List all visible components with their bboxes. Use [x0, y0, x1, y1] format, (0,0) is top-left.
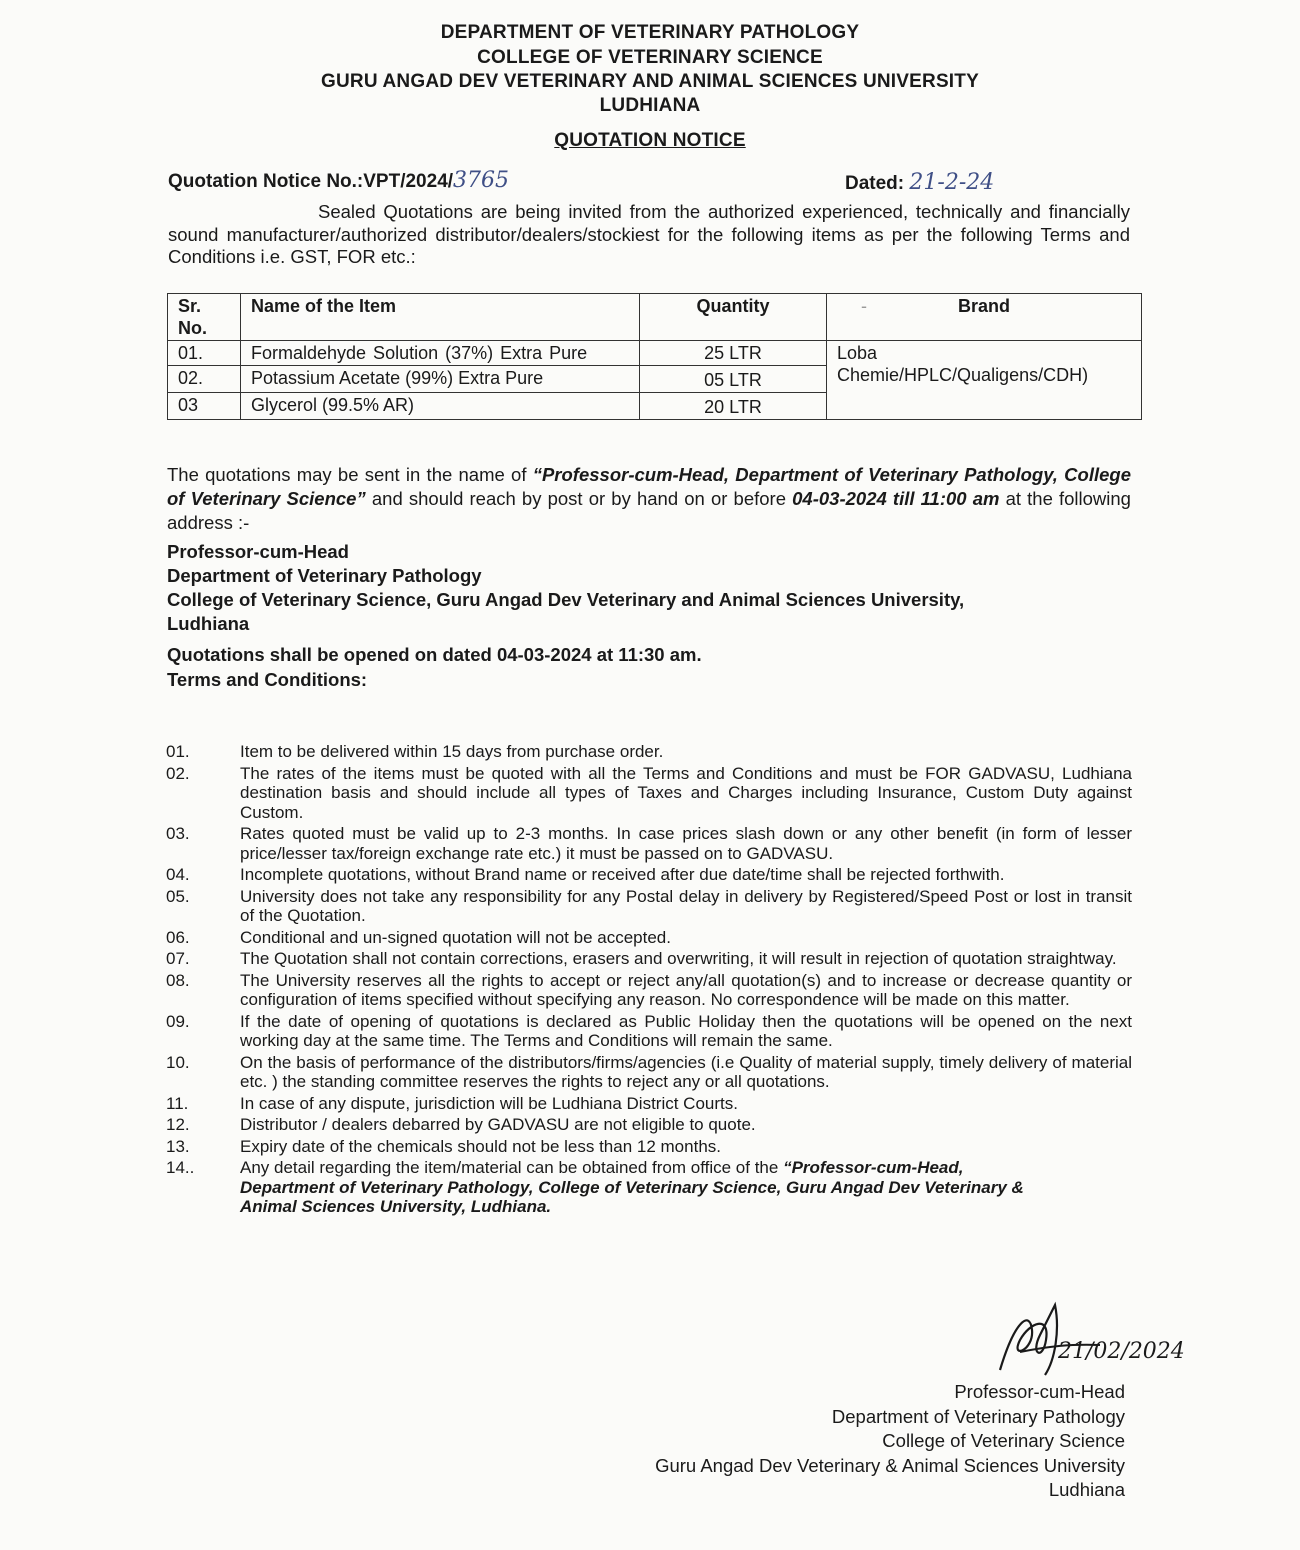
- submission-deadline: 04-03-2024 till 11:00 am: [792, 488, 1000, 509]
- list-item: [166, 742, 1132, 762]
- row-item-name: Glycerol (99.5% AR): [241, 393, 640, 420]
- list-item: [166, 1158, 1132, 1217]
- term-number: 10.: [166, 1052, 190, 1072]
- notice-number-label: Quotation Notice No.:VPT/2024/: [168, 171, 454, 192]
- term-number: 11.: [166, 1093, 189, 1113]
- row-sr: 02.: [168, 366, 241, 393]
- term-text: On the basis of performance of the distributors/firms/agencies (i.e Quality of material supply, timely delivery of material etc. ) the standing committee reserves the rights to reject any or all quotations.: [240, 1052, 1132, 1091]
- term-text: Item to be delivered within 15 days from purchase order.: [240, 742, 664, 761]
- signature-line: College of Veterinary Science: [882, 1430, 1125, 1451]
- row-item-name: Formaldehyde Solution (37%) Extra Pure: [241, 341, 640, 366]
- submission-addressee: “Professor-cum-Head, Department of Veterinary Pathology, College of Veterinary Science”: [167, 464, 1131, 509]
- term-text-addressee: “Professor-cum-Head, Department of Veterinary Pathology, College of Veterinary Science, Guru Angad Dev Veterinary & Animal Sciences University, Ludhiana.: [240, 1158, 1024, 1216]
- signature-line: Ludhiana: [1048, 1479, 1125, 1500]
- term-number: 03.: [166, 824, 190, 843]
- row-sr: 03: [168, 393, 241, 420]
- term-text: Incomplete quotations, without Brand name or received after due date/time shall be rejected forthwith.: [240, 865, 1005, 884]
- notice-date-label: Dated:: [845, 173, 905, 194]
- term-text: The University reserves all the rights to accept or reject any/all quotation(s) and to increase or decrease quantity or configuration of items specified without specifying any reason. No correspondence will be made on this matter.: [240, 970, 1132, 1009]
- header-university: GURU ANGAD DEV VETERINARY AND ANIMAL SCIENCES UNIVERSITY: [321, 71, 979, 92]
- address-line: Professor-cum-Head: [167, 541, 349, 562]
- notice-number: [168, 168, 509, 193]
- list-item: [166, 1053, 1132, 1092]
- signature-block: [655, 1380, 1125, 1503]
- table-row: [168, 341, 1142, 366]
- header-quantity: Quantity: [640, 294, 827, 341]
- term-number: 04.: [166, 865, 190, 884]
- row-quantity: 25 LTR: [640, 341, 827, 366]
- list-item: [166, 928, 1132, 948]
- items-table: [167, 293, 1142, 420]
- list-item: [166, 865, 1132, 885]
- row-sr: 01.: [168, 341, 241, 366]
- term-text: The Quotation shall not contain corrections, erasers and overwriting, it will result in rejection of quotation straightway.: [240, 949, 1117, 968]
- term-text: Distributor / dealers debarred by GADVASU are not eligible to quote.: [240, 1115, 756, 1134]
- notice-date: [845, 170, 994, 195]
- table-header-row: [168, 294, 1142, 341]
- header-brand-label: Brand: [957, 296, 1010, 316]
- header-brand-mark: -: [861, 296, 867, 316]
- term-number: 05.: [166, 886, 190, 906]
- list-item: [166, 764, 1132, 823]
- row-brand: Loba Chemie/HPLC/Qualigens/CDH): [827, 341, 1142, 420]
- signature-line: Department of Veterinary Pathology: [831, 1405, 1125, 1427]
- row-quantity: 05 LTR: [640, 366, 827, 393]
- row-quantity: 20 LTR: [640, 393, 827, 420]
- submission-text: The quotations may be sent in the name of: [167, 464, 533, 485]
- list-item: [166, 949, 1132, 969]
- header-college: COLLEGE OF VETERINARY SCIENCE: [477, 47, 823, 68]
- term-text: Conditional and un-signed quotation will not be accepted.: [240, 927, 671, 947]
- address-block: [167, 540, 964, 636]
- term-text-plain: Any detail regarding the item/material can be obtained from office of the: [240, 1158, 784, 1177]
- term-text: Expiry date of the chemicals should not be less than 12 months.: [240, 1136, 721, 1156]
- terms-list: [166, 742, 1132, 1219]
- signature-date: 21/02/2024: [1058, 1339, 1185, 1364]
- address-line: Ludhiana: [167, 613, 250, 634]
- term-text: The rates of the items must be quoted with all the Terms and Conditions and must be FOR GADVASU, Ludhiana destination basis and should include all types of Taxes and Charges including Insurance, Custom Duty against Custom.: [240, 763, 1132, 822]
- term-number: 08.: [166, 970, 190, 990]
- header-city: LUDHIANA: [599, 95, 701, 116]
- opening-date: Quotations shall be opened on dated 04-03-2024 at 11:30 am.: [167, 644, 702, 665]
- term-number: 14..: [166, 1158, 195, 1177]
- notice-date-handwritten: 21-2-24: [909, 170, 995, 195]
- header-brand: [827, 294, 1142, 341]
- term-text: In case of any dispute, jurisdiction will be Ludhiana District Courts.: [240, 1093, 738, 1113]
- list-item: [166, 1115, 1132, 1135]
- row-item-name: Potassium Acetate (99%) Extra Pure: [241, 366, 640, 393]
- list-item: [166, 887, 1132, 926]
- address-line: Department of Veterinary Pathology: [167, 565, 482, 586]
- signature-icon: [960, 1300, 1185, 1390]
- page-title: QUOTATION NOTICE: [554, 130, 746, 151]
- term-text: Rates quoted must be valid up to 2-3 months. In case prices slash down or any other benefit (in form of lesser price/lesser tax/foreign exchange rate etc.) it must be passed on to GADVASU.: [240, 824, 1132, 863]
- header-item-name: Name of the Item: [241, 294, 640, 341]
- term-text: University does not take any responsibility for any Postal delay in delivery by Registered/Speed Post or lost in transit of the Quotation.: [240, 886, 1132, 925]
- submission-paragraph: [167, 463, 1131, 535]
- header-sr-no: Sr. No.: [168, 294, 241, 341]
- term-text: If the date of opening of quotations is declared as Public Holiday then the quotations will be opened on the next working day at the same time. The Terms and Conditions will remain the same.: [240, 1011, 1132, 1050]
- terms-heading: Terms and Conditions:: [167, 669, 368, 690]
- list-item: [166, 971, 1132, 1010]
- term-number: 09.: [166, 1011, 190, 1031]
- term-number: 06.: [166, 927, 190, 947]
- term-number: 02.: [166, 763, 190, 783]
- list-item: [166, 1094, 1132, 1114]
- notice-number-handwritten: 3765: [453, 168, 510, 193]
- term-number: 12.: [166, 1115, 190, 1134]
- list-item: [166, 1012, 1132, 1051]
- header-department: DEPARTMENT OF VETERINARY PATHOLOGY: [440, 22, 860, 43]
- term-number: 13.: [166, 1136, 190, 1156]
- term-text: [240, 1158, 1132, 1217]
- list-item: [166, 1137, 1132, 1157]
- signature-line: Professor-cum-Head: [954, 1381, 1125, 1402]
- term-number: 01.: [166, 742, 190, 761]
- term-number: 07.: [166, 949, 190, 968]
- submission-text: at the following address :-: [167, 488, 1131, 533]
- address-line: College of Veterinary Science, Guru Angad Dev Veterinary and Animal Sciences University,: [167, 589, 965, 610]
- submission-text: and should reach by post or by hand on or before: [365, 488, 793, 509]
- signature-line: Guru Angad Dev Veterinary & Animal Sciences University: [655, 1454, 1125, 1476]
- list-item: [166, 824, 1132, 863]
- intro-paragraph: Sealed Quotations are being invited from the authorized experienced, technically and financially sound manufacturer/authorized distributor/dealers/stockiest for the following items as per the following Terms and Conditions i.e. GST, FOR etc.:: [168, 201, 1130, 267]
